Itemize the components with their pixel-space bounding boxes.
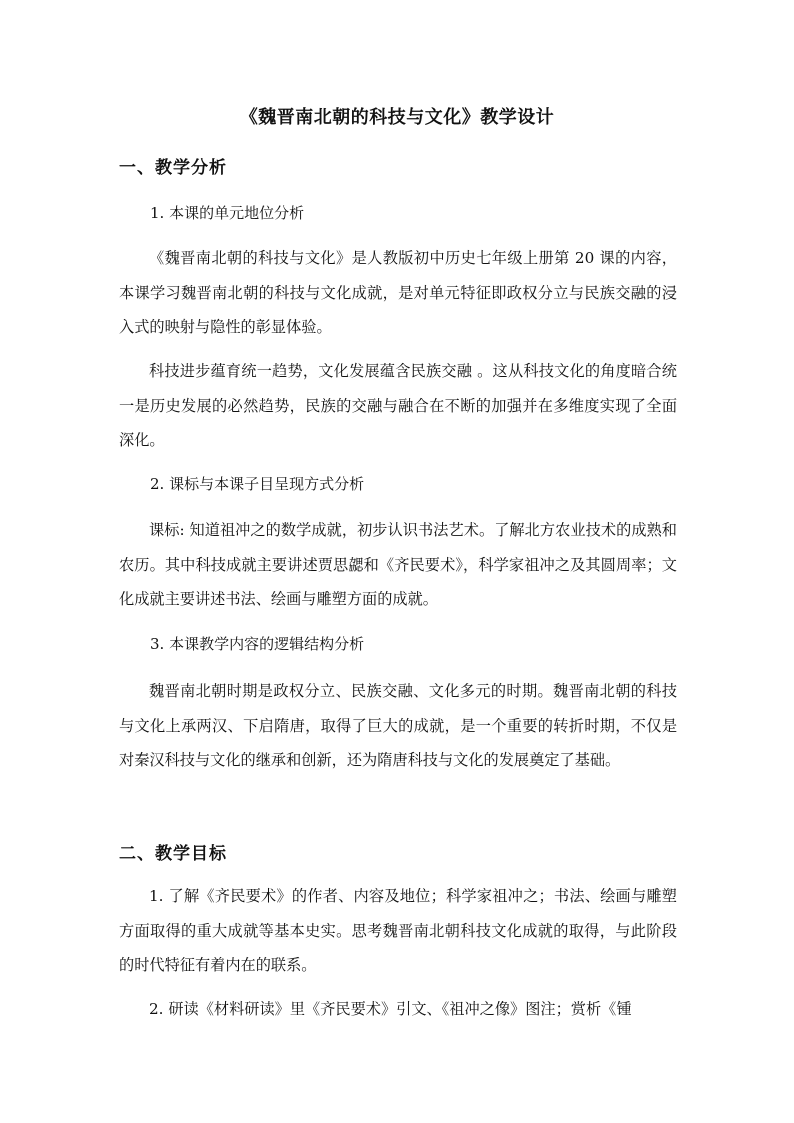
paragraph-unit-position: 《魏晋南北朝的科技与文化》是人教版初中历史七年级上册第 20 课的内容，本课学习魏晋南北朝的科技与文化成就，是对单元特征即政权分立与民族交融的浸入式的映射与隐性的彰显体验。 bbox=[119, 249, 677, 336]
subheading-logic-structure: 3. 本课教学内容的逻辑结构分析 bbox=[150, 635, 365, 653]
paragraph-goal-2: 2. 研读《材料研读》里《齐民要术》引文、《祖冲之像》图注；赏析《锺 bbox=[149, 1000, 632, 1018]
paragraph-curriculum-standard: 课标: 知道祖冲之的数学成就，初步认识书法艺术。了解北方农业技术的成熟和农历。其中科技成就主要讲述贾思勰和《齐民要术》，科学家祖冲之及其圆周率；文化成就主要讲述书法、绘画与雕塑方面的成就。 bbox=[119, 521, 677, 608]
paragraph-logic-structure: 魏晋南北朝时期是政权分立、民族交融、文化多元的时期。魏晋南北朝的科技与文化上承两汉、下启隋唐，取得了巨大的成就，是一个重要的转折时期，不仅是对秦汉科技与文化的继承和创新，还为隋唐科技与文化的发展奠定了基础。 bbox=[119, 682, 677, 769]
paragraph-tech-culture-trend: 科技进步蕴育统一趋势，文化发展蕴含民族交融 。这从科技文化的角度暗合统一是历史发展的必然趋势，民族的交融与融合在不断的加强并在多维度实现了全面深化。 bbox=[119, 362, 677, 449]
paragraph-goal-1: 1. 了解《齐民要术》的作者、内容及地位；科学家祖冲之；书法、绘画与雕塑方面取得的重大成就等基本史实。思考魏晋南北朝科技文化成就的取得，与此阶段的时代特征有着内在的联系。 bbox=[119, 887, 677, 974]
document-title: 《魏晋南北朝的科技与文化》教学设计 bbox=[239, 107, 555, 128]
subheading-unit-position: 1. 本课的单元地位分析 bbox=[150, 204, 305, 222]
section-heading-teaching-analysis: 一、教学分析 bbox=[119, 158, 227, 178]
subheading-curriculum-standard: 2. 课标与本课子目呈现方式分析 bbox=[150, 475, 365, 493]
section-heading-teaching-goals: 二、教学目标 bbox=[119, 844, 227, 864]
